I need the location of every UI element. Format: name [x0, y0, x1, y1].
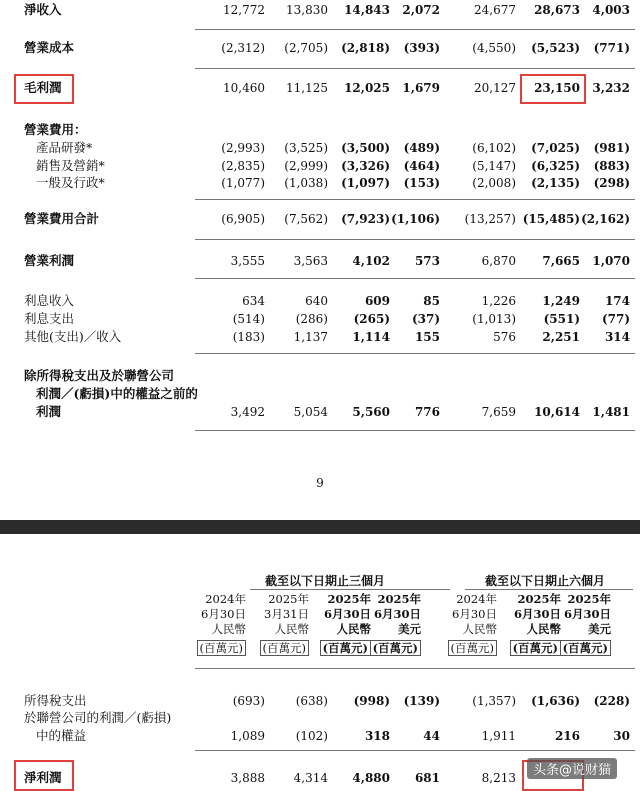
cell-value: 4,003 [592, 3, 630, 17]
column-header-currency: 美元 [398, 622, 421, 636]
cell-value: 3,555 [230, 254, 265, 268]
column-header-date: 6月30日 [563, 607, 611, 621]
cell-value: (2,162) [581, 212, 630, 226]
cell-value: 5,560 [352, 405, 390, 419]
cell-value: 2,072 [402, 3, 440, 17]
cell-value: (1,636) [531, 694, 580, 708]
cell-value: 44 [423, 729, 440, 743]
cell-value: 1,137 [293, 330, 328, 344]
cell-value: 12,772 [223, 3, 265, 17]
row-label: 淨收入 [24, 2, 62, 17]
row-label: 毛利潤 [24, 80, 62, 95]
cell-value: 3,232 [592, 81, 630, 95]
group-underline-six-months [465, 589, 633, 590]
cell-value: 314 [604, 330, 630, 344]
column-header-unit: (百萬元) [510, 640, 561, 656]
column-header-unit: (百萬元) [448, 640, 497, 656]
cell-value: 7,659 [481, 405, 516, 419]
cell-value: (4,550) [472, 41, 516, 55]
rule [195, 750, 635, 751]
row-label: 營業利潤 [24, 253, 75, 268]
column-header-currency: 人民幣 [211, 622, 246, 636]
cell-value: 12,025 [344, 81, 390, 95]
cell-value: (5,523) [531, 41, 580, 55]
column-header-date: 6月30日 [373, 607, 421, 621]
cell-value: 30 [613, 729, 630, 743]
highlight-gross-profit-label [14, 74, 74, 104]
cell-value: (2,705) [284, 41, 328, 55]
cell-value: 13,830 [286, 3, 328, 17]
cell-value: (6,102) [472, 141, 516, 155]
highlight-gross-profit-value [520, 74, 586, 104]
column-header-currency: 人民幣 [274, 622, 309, 636]
page-gap [0, 520, 640, 534]
cell-value: 1,114 [352, 330, 390, 344]
cell-value: 11,125 [286, 81, 328, 95]
cell-value: (153) [403, 176, 440, 190]
cell-value: (514) [232, 312, 265, 326]
cell-value: 3,888 [230, 771, 265, 785]
row-label: 營業費用： [24, 122, 87, 137]
cell-value: (2,993) [221, 141, 265, 155]
cell-value: (228) [593, 694, 630, 708]
table-row [0, 708, 640, 728]
cell-value: (139) [403, 694, 440, 708]
row-label: 一般及行政* [36, 175, 105, 190]
cell-value: 640 [305, 294, 328, 308]
cell-value: 23,150 [534, 81, 580, 95]
cell-value: (102) [295, 729, 328, 743]
row-label: 利潤／(虧損)中的權益之前的 [36, 386, 198, 401]
cell-value: (183) [232, 330, 265, 344]
highlight-net-profit-label [14, 760, 74, 791]
row-label: 營業成本 [24, 40, 75, 55]
row-label: 銷售及營銷* [36, 158, 105, 173]
cell-value: (551) [543, 312, 580, 326]
table-row [0, 120, 640, 140]
column-header-year: 2025年 [567, 592, 611, 606]
cell-value: (6,905) [221, 212, 265, 226]
cell-value: (3,500) [341, 141, 390, 155]
column-header-year: 2024年 [205, 592, 246, 606]
column-header-year: 2025年 [268, 592, 309, 606]
cell-value: (7,025) [531, 141, 580, 155]
cell-value: 1,089 [230, 729, 265, 743]
table-row [0, 38, 640, 58]
column-header-currency: 人民幣 [526, 622, 561, 636]
cell-value: (3,525) [284, 141, 328, 155]
rule [195, 199, 635, 200]
cell-value: (2,135) [531, 176, 580, 190]
cell-value: 609 [364, 294, 390, 308]
cell-value: 634 [242, 294, 265, 308]
row-label: 營業費用合計 [24, 211, 100, 226]
cell-value: (1,077) [221, 176, 265, 190]
rule [195, 29, 635, 30]
cell-value: (2,835) [221, 159, 265, 173]
cell-value: (265) [353, 312, 390, 326]
cell-value: (7,562) [284, 212, 328, 226]
column-header-date: 6月30日 [452, 607, 497, 621]
watermark: 头条@说财猫 [527, 758, 617, 779]
row-label: 利潤 [36, 404, 62, 419]
cell-value: 6,870 [481, 254, 516, 268]
cell-value: 3,563 [293, 254, 328, 268]
rule [195, 239, 635, 240]
cell-value: 4,314 [293, 771, 328, 785]
cell-value: (1,038) [284, 176, 328, 190]
column-header-unit: (百萬元) [320, 640, 371, 656]
cell-value: (2,312) [221, 41, 265, 55]
cell-value: (1,357) [472, 694, 516, 708]
rule [195, 278, 635, 279]
column-header-date: 6月30日 [513, 607, 561, 621]
cell-value: (464) [403, 159, 440, 173]
row-label: 所得稅支出 [24, 693, 87, 708]
cell-value: 85 [423, 294, 440, 308]
cell-value: 318 [364, 729, 390, 743]
table-row [0, 366, 640, 386]
cell-value: 576 [493, 330, 516, 344]
rule [195, 430, 635, 431]
cell-value: 155 [414, 330, 440, 344]
cell-value: 1,911 [481, 729, 516, 743]
cell-value: 7,665 [542, 254, 580, 268]
table-row [0, 726, 640, 746]
cell-value: 2,251 [542, 330, 580, 344]
table-row [0, 251, 640, 271]
group-underline-three-months [250, 589, 450, 590]
cell-value: (37) [411, 312, 440, 326]
cell-value: 20,127 [474, 81, 516, 95]
column-header-unit: (百萬元) [197, 640, 246, 656]
cell-value: (7,923) [341, 212, 390, 226]
table-row [0, 138, 640, 158]
cell-value: (2,999) [284, 159, 328, 173]
cell-value: 3,492 [230, 405, 265, 419]
column-header-year: 2025年 [517, 592, 561, 606]
cell-value: (693) [232, 694, 265, 708]
cell-value: 1,070 [592, 254, 630, 268]
cell-value: (489) [403, 141, 440, 155]
column-header [545, 592, 611, 656]
cell-value: (15,485) [522, 212, 580, 226]
column-header [431, 592, 497, 656]
column-header [180, 592, 246, 656]
row-label: 除所得稅支出及於聯營公司 [24, 368, 175, 383]
cell-value: 28,673 [534, 3, 580, 17]
row-label: 淨利潤 [24, 770, 62, 785]
cell-value: 4,102 [352, 254, 390, 268]
cell-value: 1,679 [402, 81, 440, 95]
cell-value: 573 [414, 254, 440, 268]
cell-value: 1,249 [542, 294, 580, 308]
column-header-unit: (百萬元) [370, 640, 421, 656]
cell-value: (2,818) [341, 41, 390, 55]
cell-value: 174 [604, 294, 630, 308]
rule [195, 353, 635, 354]
row-label: 於聯營公司的利潤／(虧損) [24, 710, 172, 725]
cell-value: (2,008) [472, 176, 516, 190]
column-header-year: 2025年 [327, 592, 371, 606]
table-row [0, 209, 640, 229]
cell-value: (883) [593, 159, 630, 173]
table-row [0, 0, 640, 20]
column-header-unit: (百萬元) [260, 640, 309, 656]
cell-value: (1,097) [341, 176, 390, 190]
cell-value: 681 [414, 771, 440, 785]
group-header-six-months: 截至以下日期止六個月 [484, 574, 605, 588]
header-underline [195, 668, 635, 669]
cell-value: 8,213 [481, 771, 516, 785]
row-label: 其他(支出)／收入 [24, 329, 122, 344]
cell-value: 10,614 [534, 405, 580, 419]
column-header-year: 2024年 [456, 592, 497, 606]
cell-value: (3,326) [341, 159, 390, 173]
table-row [0, 384, 640, 404]
table-row [0, 291, 640, 311]
row-label: 產品研發* [36, 140, 93, 155]
cell-value: (1,106) [391, 212, 440, 226]
cell-value: (1,013) [472, 312, 516, 326]
cell-value: 5,054 [293, 405, 328, 419]
table-row [0, 173, 640, 193]
cell-value: 216 [554, 729, 580, 743]
cell-value: 24,677 [474, 3, 516, 17]
cell-value: (298) [593, 176, 630, 190]
cell-value: (286) [295, 312, 328, 326]
column-header-currency: 人民幣 [336, 622, 371, 636]
cell-value: (998) [353, 694, 390, 708]
cell-value: 10,460 [223, 81, 265, 95]
cell-value: (393) [403, 41, 440, 55]
column-header [355, 592, 421, 656]
column-header-date: 3月31日 [264, 607, 309, 621]
column-header-unit: (百萬元) [560, 640, 611, 656]
cell-value: 1,481 [592, 405, 630, 419]
cell-value: (77) [601, 312, 630, 326]
column-header-year: 2025年 [377, 592, 421, 606]
row-label: 利息收入 [24, 293, 75, 308]
cell-value: (981) [593, 141, 630, 155]
table-row [0, 402, 640, 422]
cell-value: 4,880 [352, 771, 390, 785]
column-header-date: 6月30日 [201, 607, 246, 621]
rule [195, 68, 635, 69]
page-number: 9 [316, 476, 324, 490]
cell-value: (5,147) [472, 159, 516, 173]
row-label: 中的權益 [36, 728, 87, 743]
table-row [0, 327, 640, 347]
column-header-currency: 人民幣 [462, 622, 497, 636]
cell-value: (771) [593, 41, 630, 55]
cell-value: 14,843 [344, 3, 390, 17]
column-header-currency: 美元 [588, 622, 611, 636]
column-header-date: 6月30日 [323, 607, 371, 621]
column-header [243, 592, 309, 656]
cell-value: 1,226 [481, 294, 516, 308]
cell-value: (6,325) [531, 159, 580, 173]
table-row [0, 309, 640, 329]
cell-value: (13,257) [464, 212, 516, 226]
group-header-three-months: 截至以下日期止三個月 [264, 574, 385, 588]
cell-value: 776 [414, 405, 440, 419]
cell-value: (638) [295, 694, 328, 708]
row-label: 利息支出 [24, 311, 75, 326]
